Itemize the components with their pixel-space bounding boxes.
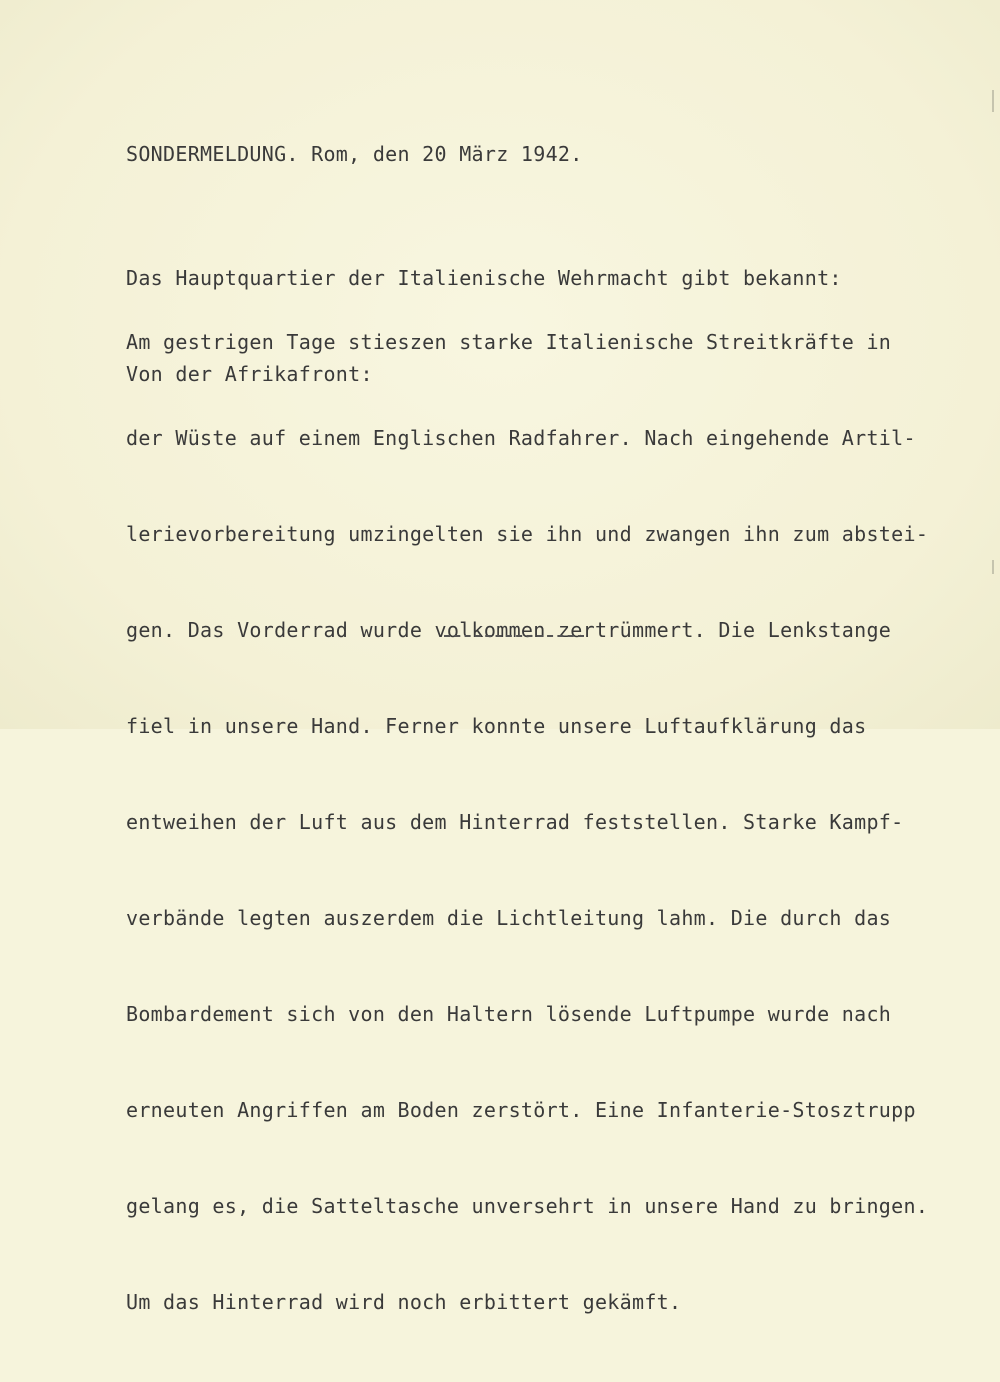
text-line: gen. Das Vorderrad wurde volkommen zertrümmert. Die Lenkstange <box>126 618 892 642</box>
text-line: Um das Hinterrad wird noch erbittert gekämft. <box>126 1290 682 1314</box>
edge-mark <box>992 560 994 574</box>
text-line: erneuten Angriffen am Boden zerstört. Eine Infanterie-Stosztrupp <box>126 1098 916 1122</box>
text-line: Von der Afrikafront: <box>126 362 373 386</box>
document-heading: SONDERMELDUNG. Rom, den 20 März 1942. <box>126 142 583 166</box>
text-line: Bombardement sich von den Haltern lösende Luftpumpe wurde nach <box>126 1002 892 1026</box>
text-line: fiel in unsere Hand. Ferner konnte unsere Luftaufklärung das <box>126 714 867 738</box>
text-line: Das Hauptquartier der Italienische Wehrmacht gibt bekannt: <box>126 266 842 290</box>
body-paragraph <box>126 262 928 1382</box>
text-line: gelang es, die Satteltasche unversehrt in unsere Hand zu bringen. <box>126 1194 929 1218</box>
text-line: verbände legten auszerdem die Lichtleitung lahm. Die durch das <box>126 906 892 930</box>
text-line: entweihen der Luft aus dem Hinterrad feststellen. Starke Kampf- <box>126 810 904 834</box>
edge-mark <box>992 90 994 112</box>
text-line: lerievorbereitung umzingelten sie ihn und zwangen ihn zum abstei- <box>126 522 929 546</box>
typed-document <box>126 128 929 1314</box>
text-line: Am gestrigen Tage stieszen starke Italienische Streitkräfte in <box>126 330 892 354</box>
closing-rule <box>444 635 584 637</box>
text-line: der Wüste auf einem Englischen Radfahrer. Nach eingehende Artil- <box>126 426 916 450</box>
